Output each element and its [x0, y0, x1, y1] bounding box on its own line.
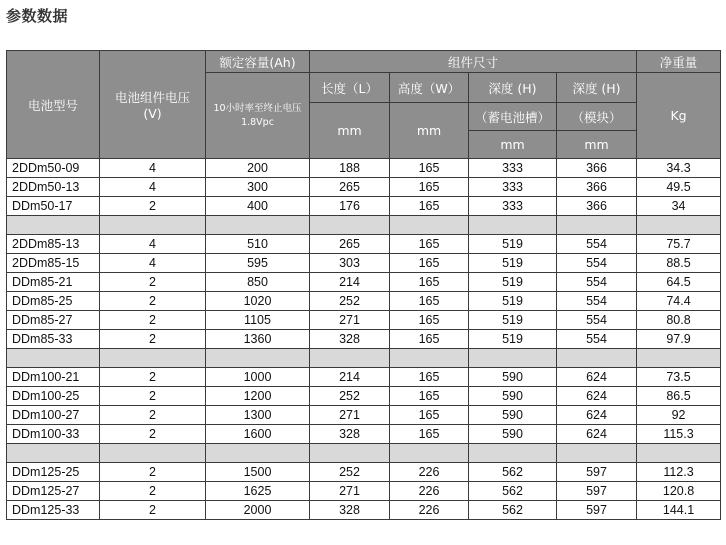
cell-model: 2DDm50-09 — [7, 159, 100, 178]
separator-cell — [7, 349, 100, 368]
cell-capacity: 400 — [206, 197, 310, 216]
cell-model: DDm85-33 — [7, 330, 100, 349]
cell-model: DDm50-17 — [7, 197, 100, 216]
separator-cell — [469, 349, 557, 368]
cell-weight: 49.5 — [637, 178, 721, 197]
header-height: 高度（W） — [390, 73, 469, 103]
separator-cell — [206, 349, 310, 368]
battery-spec-table — [6, 50, 721, 520]
table-row — [7, 463, 721, 482]
cell-depth-module: 624 — [557, 387, 637, 406]
cell-depth-module: 366 — [557, 197, 637, 216]
cell-voltage: 2 — [100, 482, 206, 501]
cell-capacity: 1600 — [206, 425, 310, 444]
separator-cell — [7, 216, 100, 235]
table-row — [7, 159, 721, 178]
table-row — [7, 254, 721, 273]
cell-depth-tank: 590 — [469, 406, 557, 425]
header-length-unit: mm — [310, 103, 390, 159]
cell-length: 176 — [310, 197, 390, 216]
separator-cell — [637, 349, 721, 368]
cell-length: 271 — [310, 406, 390, 425]
header-height-unit: mm — [390, 103, 469, 159]
cell-height: 165 — [390, 387, 469, 406]
cell-capacity: 1300 — [206, 406, 310, 425]
header-depth-tank-unit: mm — [469, 131, 557, 159]
separator-cell — [469, 444, 557, 463]
cell-length: 271 — [310, 482, 390, 501]
cell-voltage: 2 — [100, 368, 206, 387]
cell-weight: 64.5 — [637, 273, 721, 292]
separator-cell — [637, 444, 721, 463]
header-weight: 净重量 — [637, 51, 721, 73]
separator-cell — [7, 444, 100, 463]
cell-depth-module: 554 — [557, 254, 637, 273]
cell-voltage: 2 — [100, 197, 206, 216]
cell-height: 165 — [390, 235, 469, 254]
header-depth-module-unit: mm — [557, 131, 637, 159]
group-separator — [7, 216, 721, 235]
header-depth-module-sub: （模块） — [557, 103, 637, 131]
cell-voltage: 4 — [100, 235, 206, 254]
cell-capacity: 510 — [206, 235, 310, 254]
separator-cell — [100, 444, 206, 463]
cell-model: DDm85-25 — [7, 292, 100, 311]
cell-depth-tank: 519 — [469, 292, 557, 311]
cell-height: 165 — [390, 273, 469, 292]
header-capacity-note-line2: 1.8Vpc — [241, 116, 274, 128]
cell-weight: 88.5 — [637, 254, 721, 273]
separator-cell — [557, 349, 637, 368]
cell-voltage: 2 — [100, 463, 206, 482]
table-row — [7, 482, 721, 501]
cell-length: 252 — [310, 463, 390, 482]
header-capacity-note-line1: 10小时率至终止电压 — [213, 102, 302, 114]
page-title: 参数数据 — [6, 7, 69, 25]
header-depth-module: 深度 (H) — [557, 73, 637, 103]
cell-depth-tank: 562 — [469, 463, 557, 482]
header-length: 长度（L） — [310, 73, 390, 103]
cell-capacity: 1625 — [206, 482, 310, 501]
cell-voltage: 4 — [100, 254, 206, 273]
header-weight-unit: Kg — [637, 73, 721, 159]
cell-length: 265 — [310, 235, 390, 254]
cell-depth-tank: 333 — [469, 197, 557, 216]
cell-capacity: 1500 — [206, 463, 310, 482]
cell-height: 165 — [390, 330, 469, 349]
cell-height: 165 — [390, 406, 469, 425]
separator-cell — [390, 216, 469, 235]
cell-weight: 115.3 — [637, 425, 721, 444]
cell-depth-module: 366 — [557, 178, 637, 197]
header-capacity-note — [206, 73, 310, 159]
header-model: 电池型号 — [7, 51, 100, 159]
cell-model: DDm100-25 — [7, 387, 100, 406]
cell-depth-tank: 333 — [469, 159, 557, 178]
table-row — [7, 387, 721, 406]
cell-depth-tank: 519 — [469, 330, 557, 349]
separator-cell — [557, 216, 637, 235]
table-row — [7, 178, 721, 197]
cell-depth-module: 597 — [557, 482, 637, 501]
cell-length: 252 — [310, 292, 390, 311]
cell-depth-tank: 519 — [469, 273, 557, 292]
cell-height: 165 — [390, 368, 469, 387]
cell-length: 214 — [310, 273, 390, 292]
separator-cell — [206, 444, 310, 463]
cell-height: 226 — [390, 482, 469, 501]
group-separator — [7, 349, 721, 368]
cell-depth-module: 597 — [557, 501, 637, 520]
cell-capacity: 850 — [206, 273, 310, 292]
header-depth-tank: 深度 (H) — [469, 73, 557, 103]
cell-height: 165 — [390, 292, 469, 311]
header-capacity: 额定容量(Ah) — [206, 51, 310, 73]
cell-depth-module: 366 — [557, 159, 637, 178]
cell-height: 165 — [390, 178, 469, 197]
table-row — [7, 273, 721, 292]
cell-length: 328 — [310, 330, 390, 349]
cell-depth-module: 597 — [557, 463, 637, 482]
cell-voltage: 2 — [100, 292, 206, 311]
table-header — [7, 51, 721, 159]
table-body — [7, 159, 721, 520]
cell-weight: 92 — [637, 406, 721, 425]
cell-length: 271 — [310, 311, 390, 330]
separator-cell — [310, 444, 390, 463]
cell-depth-module: 624 — [557, 406, 637, 425]
cell-length: 188 — [310, 159, 390, 178]
group-separator — [7, 444, 721, 463]
cell-voltage: 2 — [100, 406, 206, 425]
cell-capacity: 595 — [206, 254, 310, 273]
separator-cell — [310, 216, 390, 235]
cell-length: 328 — [310, 501, 390, 520]
cell-model: DDm85-21 — [7, 273, 100, 292]
cell-depth-tank: 590 — [469, 425, 557, 444]
cell-depth-tank: 333 — [469, 178, 557, 197]
cell-voltage: 2 — [100, 387, 206, 406]
cell-voltage: 4 — [100, 159, 206, 178]
cell-model: DDm125-33 — [7, 501, 100, 520]
cell-height: 226 — [390, 501, 469, 520]
header-voltage-label: 电池组件电压 — [114, 90, 190, 105]
separator-cell — [637, 216, 721, 235]
separator-cell — [100, 216, 206, 235]
cell-weight: 80.8 — [637, 311, 721, 330]
separator-cell — [100, 349, 206, 368]
cell-weight: 86.5 — [637, 387, 721, 406]
cell-depth-tank: 519 — [469, 235, 557, 254]
cell-depth-tank: 590 — [469, 387, 557, 406]
cell-depth-module: 624 — [557, 368, 637, 387]
cell-height: 165 — [390, 311, 469, 330]
cell-depth-module: 554 — [557, 273, 637, 292]
cell-capacity: 200 — [206, 159, 310, 178]
separator-cell — [390, 444, 469, 463]
cell-weight: 112.3 — [637, 463, 721, 482]
cell-weight: 97.9 — [637, 330, 721, 349]
cell-voltage: 2 — [100, 330, 206, 349]
separator-cell — [310, 349, 390, 368]
cell-depth-module: 624 — [557, 425, 637, 444]
cell-weight: 144.1 — [637, 501, 721, 520]
cell-voltage: 2 — [100, 273, 206, 292]
cell-capacity: 1200 — [206, 387, 310, 406]
cell-weight: 75.7 — [637, 235, 721, 254]
cell-model: DDm85-27 — [7, 311, 100, 330]
table-row — [7, 292, 721, 311]
cell-model: DDm125-27 — [7, 482, 100, 501]
cell-weight: 73.5 — [637, 368, 721, 387]
cell-length: 328 — [310, 425, 390, 444]
separator-cell — [469, 216, 557, 235]
table-row — [7, 368, 721, 387]
cell-capacity: 1000 — [206, 368, 310, 387]
cell-capacity: 300 — [206, 178, 310, 197]
header-voltage — [100, 51, 206, 159]
cell-model: 2DDm85-13 — [7, 235, 100, 254]
cell-model: DDm125-25 — [7, 463, 100, 482]
cell-height: 165 — [390, 254, 469, 273]
header-dimensions: 组件尺寸 — [310, 51, 637, 73]
header-voltage-unit: (V) — [143, 106, 162, 121]
table-row — [7, 425, 721, 444]
cell-depth-tank: 519 — [469, 311, 557, 330]
cell-depth-tank: 519 — [469, 254, 557, 273]
separator-cell — [557, 444, 637, 463]
cell-height: 165 — [390, 197, 469, 216]
cell-model: DDm100-21 — [7, 368, 100, 387]
cell-voltage: 2 — [100, 425, 206, 444]
cell-height: 165 — [390, 159, 469, 178]
cell-weight: 34.3 — [637, 159, 721, 178]
cell-height: 226 — [390, 463, 469, 482]
cell-height: 165 — [390, 425, 469, 444]
cell-depth-tank: 590 — [469, 368, 557, 387]
cell-capacity: 1020 — [206, 292, 310, 311]
cell-depth-module: 554 — [557, 330, 637, 349]
separator-cell — [390, 349, 469, 368]
table-row — [7, 235, 721, 254]
cell-model: 2DDm85-15 — [7, 254, 100, 273]
separator-cell — [206, 216, 310, 235]
cell-model: DDm100-33 — [7, 425, 100, 444]
cell-depth-module: 554 — [557, 292, 637, 311]
cell-voltage: 2 — [100, 501, 206, 520]
header-depth-tank-sub: （蓄电池槽） — [469, 103, 557, 131]
table-row — [7, 330, 721, 349]
cell-voltage: 4 — [100, 178, 206, 197]
cell-model: DDm100-27 — [7, 406, 100, 425]
table-row — [7, 501, 721, 520]
cell-depth-tank: 562 — [469, 482, 557, 501]
cell-length: 252 — [310, 387, 390, 406]
cell-weight: 34 — [637, 197, 721, 216]
cell-length: 265 — [310, 178, 390, 197]
cell-depth-module: 554 — [557, 311, 637, 330]
cell-capacity: 1360 — [206, 330, 310, 349]
cell-weight: 74.4 — [637, 292, 721, 311]
cell-depth-tank: 562 — [469, 501, 557, 520]
table-row — [7, 406, 721, 425]
cell-weight: 120.8 — [637, 482, 721, 501]
cell-length: 214 — [310, 368, 390, 387]
cell-depth-module: 554 — [557, 235, 637, 254]
table-row — [7, 197, 721, 216]
cell-capacity: 1105 — [206, 311, 310, 330]
table-row — [7, 311, 721, 330]
cell-model: 2DDm50-13 — [7, 178, 100, 197]
cell-length: 303 — [310, 254, 390, 273]
cell-capacity: 2000 — [206, 501, 310, 520]
cell-voltage: 2 — [100, 311, 206, 330]
